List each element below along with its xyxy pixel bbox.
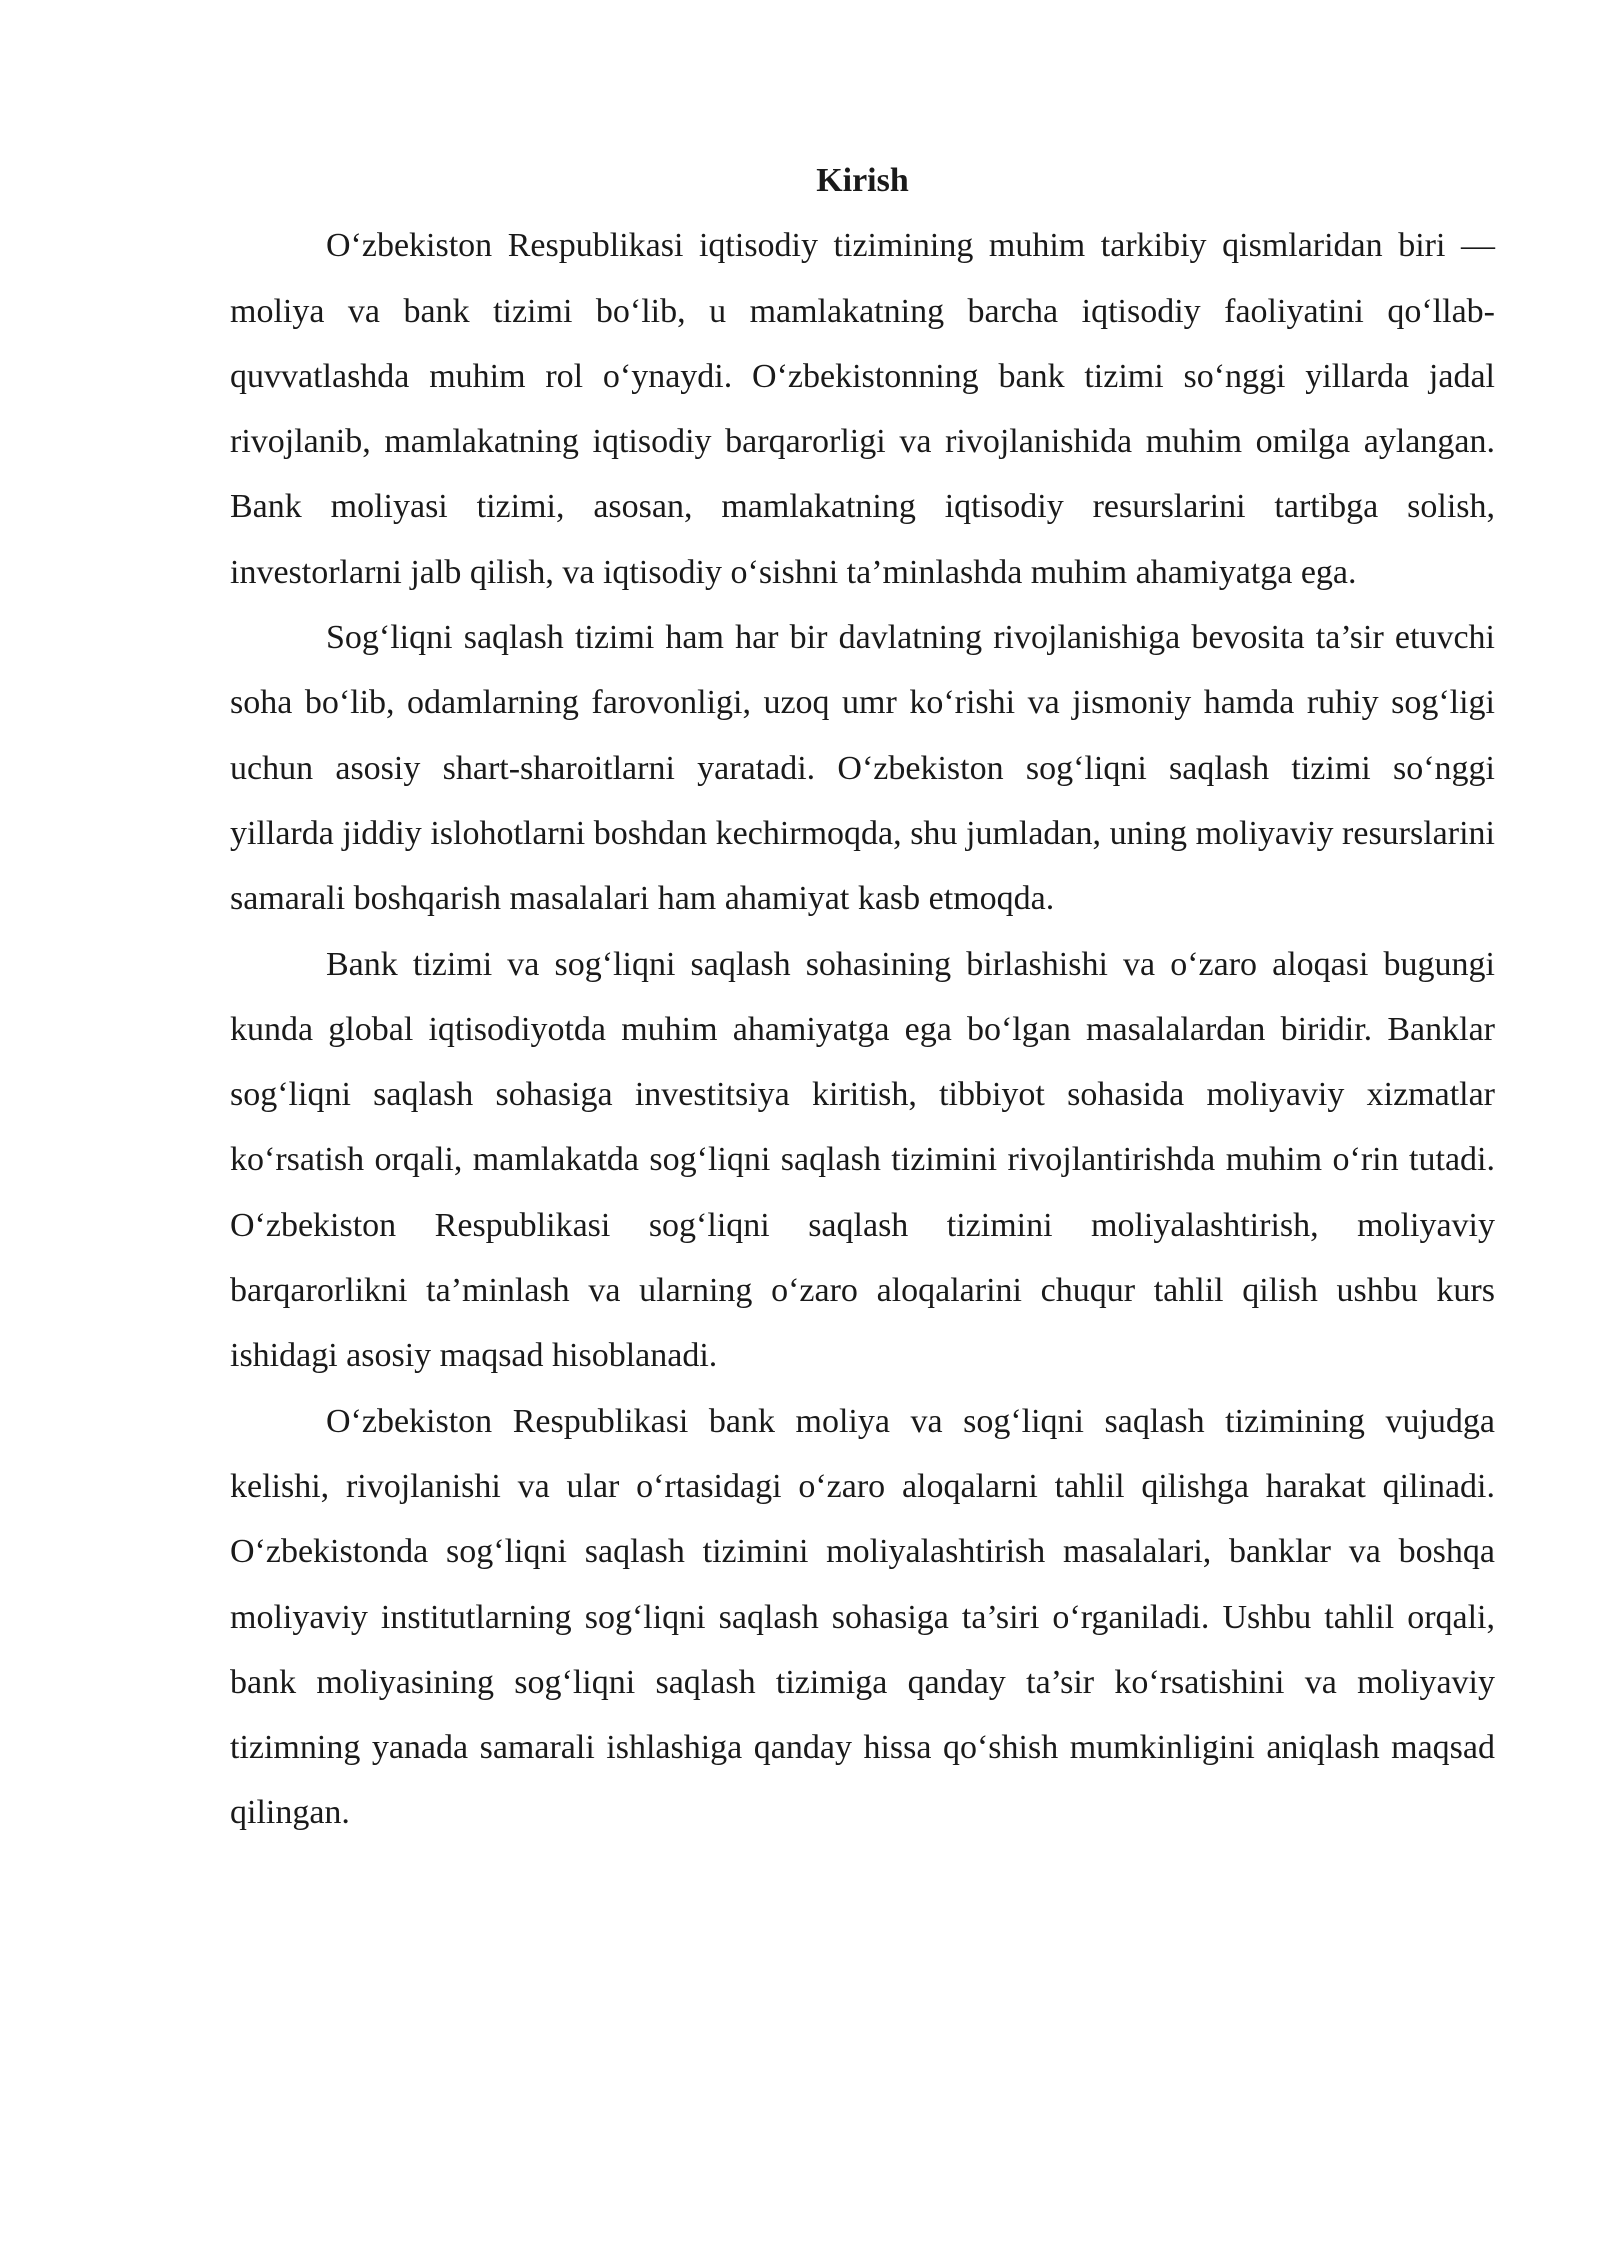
paragraph-4: O‘zbekiston Respublikasi bank moliya va sog‘liqni saqlash tizimining vujudga kelishi, rivojlanishi va ular o‘rtasidagi o‘zaro aloqalarni tahlil qilishga harakat qilinadi. O‘zbekistonda sog‘liqni saqlash tizimini moliyalashtirish masalalari, banklar va boshqa moliyaviy institutlarning sog‘liqni saqlash sohasiga ta’siri o‘rganiladi. Ushbu tahlil orqali, bank moliyasining sog‘liqni saqlash tizimiga qanday ta’sir ko‘rsatishini va moliyaviy tizimning yanada samarali ishlashiga qanday hissa qo‘shish mumkinligini aniqlash maqsad qilingan. bbox=[230, 1402, 1495, 1832]
section-title: Kirish bbox=[816, 162, 909, 199]
document-body bbox=[230, 148, 1495, 1846]
paragraph-2: Sog‘liqni saqlash tizimi ham har bir davlatning rivojlanishiga bevosita ta’sir etuvchi soha bo‘lib, odamlarning farovonligi, uzoq umr ko‘rishi va jismoniy hamda ruhiy sog‘ligi uchun asosiy shart-sharoitlarni yaratadi. O‘zbekiston sog‘liqni saqlash tizimi so‘nggi yillarda jiddiy islohotlarni boshdan kechirmoqda, shu jumladan, uning moliyaviy resurslarini samarali boshqarish masalalari ham ahamiyat kasb etmoqda. bbox=[230, 619, 1495, 918]
paragraph-1: O‘zbekiston Respublikasi iqtisodiy tizimining muhim tarkibiy qismlaridan biri — moliya va bank tizimi bo‘lib, u mamlakatning barcha iqtisodiy faoliyatini qo‘llab-quvvatlashda muhim rol o‘ynaydi. O‘zbekistonning bank tizimi so‘nggi yillarda jadal rivojlanib, mamlakatning iqtisodiy barqarorligi va rivojlanishida muhim omilga aylangan. Bank moliyasi tizimi, asosan, mamlakatning iqtisodiy resurslarini tartibga solish, investorlarni jalb qilish, va iqtisodiy o‘sishni ta’minlashda muhim ahamiyatga ega. bbox=[230, 227, 1495, 591]
paragraph-3: Bank tizimi va sog‘liqni saqlash sohasining birlashishi va o‘zaro aloqasi bugungi kunda global iqtisodiyotda muhim ahamiyatga ega bo‘lgan masalalardan biridir. Banklar sog‘liqni saqlash sohasiga investitsiya kiritish, tibbiyot sohasida moliyaviy xizmatlar ko‘rsatish orqali, mamlakatda sog‘liqni saqlash tizimini rivojlantirishda muhim o‘rin tutadi. O‘zbekiston Respublikasi sog‘liqni saqlash tizimini moliyalashtirish, moliyaviy barqarorlikni ta’minlash va ularning o‘zaro aloqalarini chuqur tahlil qilish ushbu kurs ishidagi asosiy maqsad hisoblanadi. bbox=[230, 945, 1495, 1375]
